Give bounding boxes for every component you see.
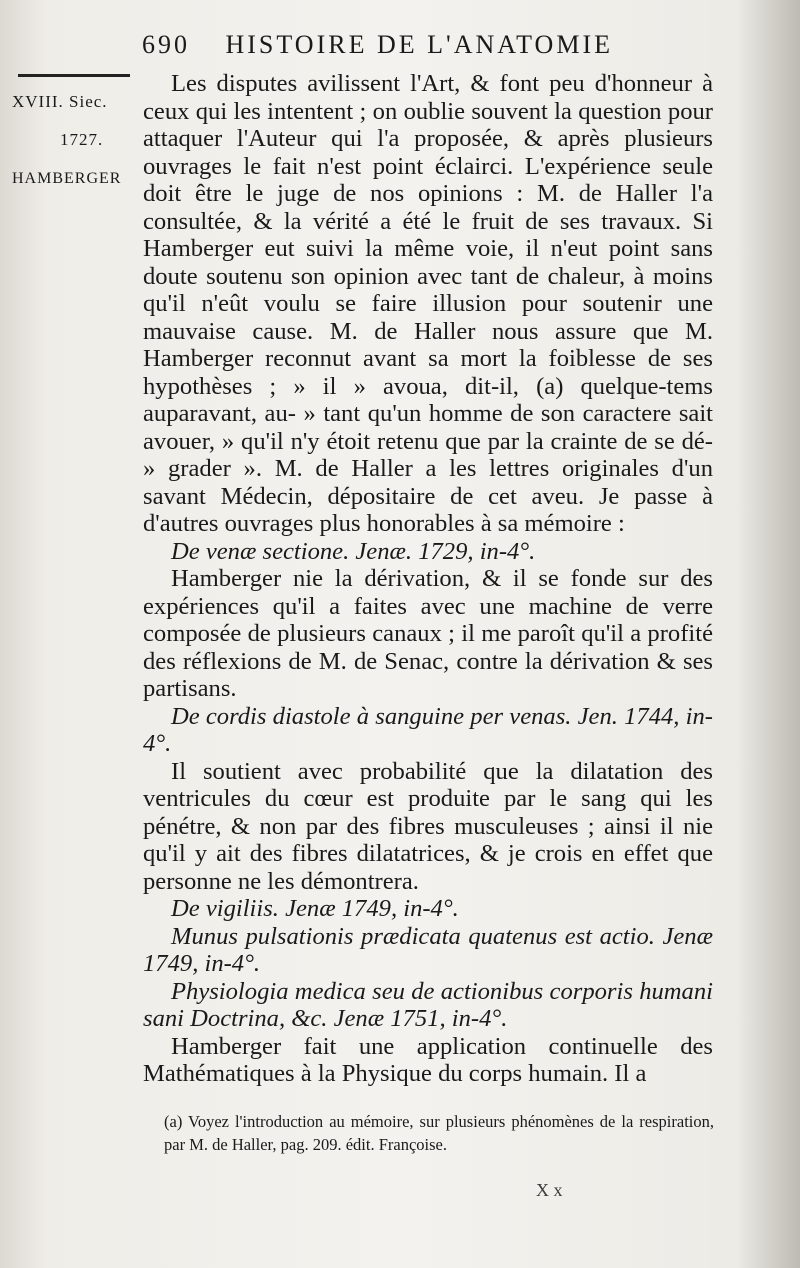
paragraph-2: Hamberger nie la dérivation, & il se fonde sur des expériences qu'il a faites avec une machine de verre composée de plusieurs canaux ; il me paroît qu'il a profité des réflexions de M. de Senac, contre la dérivation & ses partisans.	[143, 565, 713, 702]
work-title-2: De cordis diastole à sanguine per venas. Jen. 1744, in-4°.	[143, 702, 713, 757]
page-header	[142, 30, 702, 60]
margin-name: HAMBERGER	[12, 170, 122, 187]
work-title-3: De vigiliis. Jenæ 1749, in-4°.	[171, 895, 459, 922]
margin-year: 1727.	[60, 130, 104, 149]
margin-century: XVIII. Siec.	[12, 92, 108, 111]
running-title: HISTOIRE DE L'ANATOMIE	[225, 30, 613, 59]
catchword: X x	[536, 1180, 563, 1200]
work-title-4: Munus pulsationis prædicata quatenus est actio. Jenæ 1749, in-4°.	[143, 922, 713, 977]
work-title-5: Physiologia medica seu de actionibus corporis humani sani Doctrina, &c. Jenæ 1751, in-4°.	[143, 977, 713, 1032]
footnote: (a) Voyez l'introduction au mémoire, sur plusieurs phénomènes de la respiration, par M. de Haller, pag. 209. édit. Françoise.	[164, 1112, 714, 1154]
margin-rule	[18, 74, 130, 77]
paragraph-1: Les disputes avilissent l'Art, & font peu d'honneur à ceux qui les intentent ; on oublie souvent la question pour attaquer l'Auteur qui l'a proposée, & après plusieurs ouvrages le fait n'est point éclairci. L'expérience seule doit être le juge de nos opinions : M. de Haller l'a consultée, & la vérité a été le fruit de ses travaux. Si Hamberger eut suivi la même voie, il n'eut point sans doute soutenu son opinion avec tant de chaleur, à moins qu'il n'eût voulu se faire illusion pour soutenir une mauvaise cause. M. de Haller nous assure que M. Hamberger reconnut avant sa mort la foiblesse de ses hypothèses ; » il » avoua, dit-il, (a) quelque-tems auparavant, au- » tant qu'un homme de son caractere sait avouer, » qu'il n'y étoit retenu que par la crainte de se dé- » grader ». M. de Haller a les lettres originales d'un savant Médecin, dépositaire de cet aveu. Je passe à d'autres ouvrages plus honorables à sa mémoire :	[143, 70, 713, 537]
paragraph-4: Hamberger fait une application continuelle des Mathématiques à la Physique du corps humain. Il a	[143, 1032, 713, 1087]
main-text	[143, 70, 713, 1088]
page-number: 690	[142, 30, 190, 59]
paragraph-3: Il soutient avec probabilité que la dilatation des ventricules du cœur est produite par le sang qui les pénétre, & non par des fibres musculeuses ; ainsi il nie qu'il y ait des fibres dilatatrices, & je crois en effet que personne ne les démontrera.	[143, 757, 713, 895]
work-title-1: De venæ sectione. Jenæ. 1729, in-4°.	[171, 537, 536, 565]
